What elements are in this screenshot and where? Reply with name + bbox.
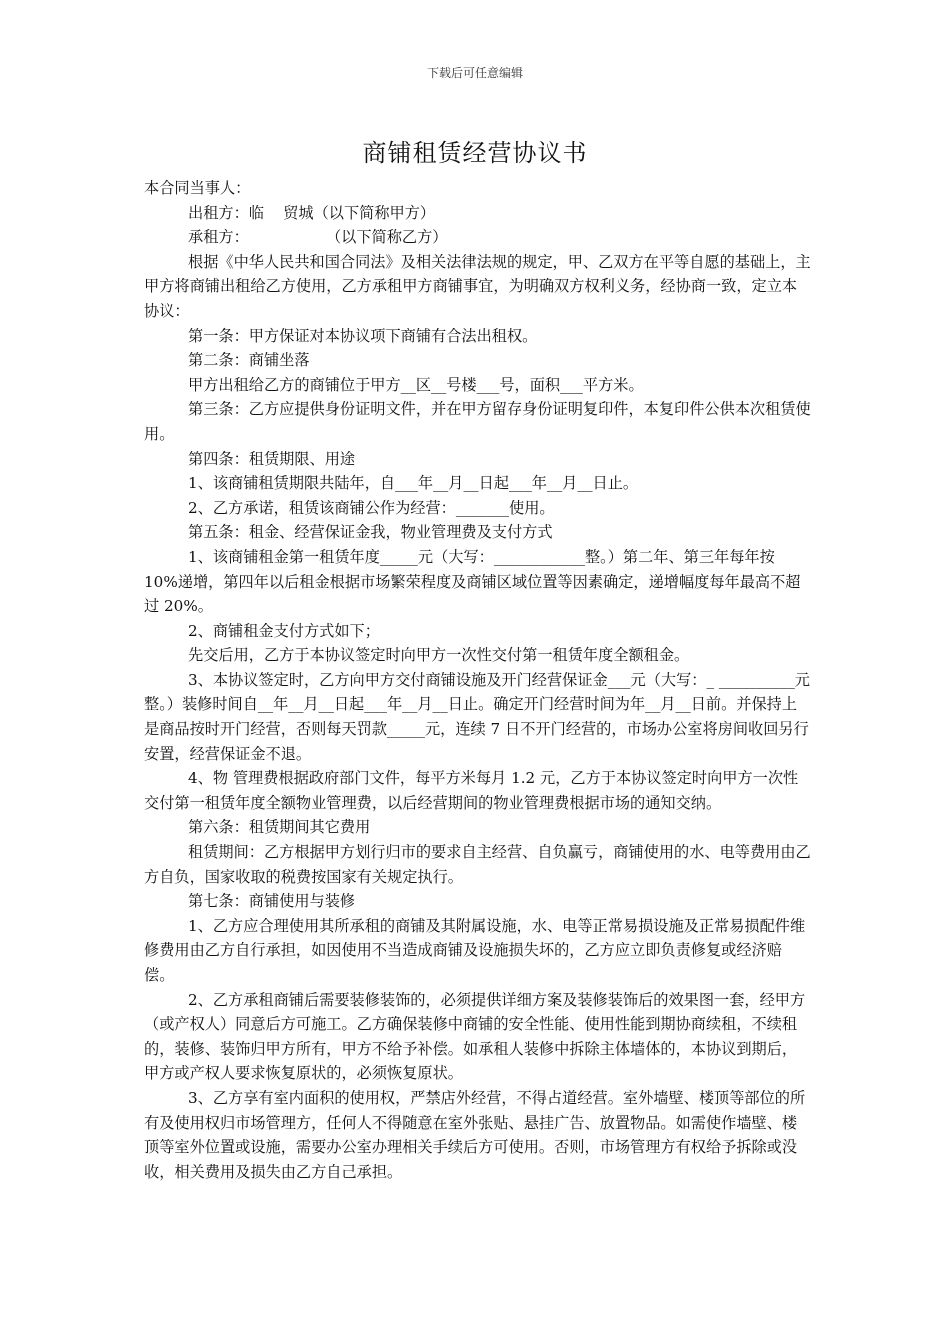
paragraph: 第三条：乙方应提供身份证明文件，并在甲方留存身份证明复印件，本复印件公供本次租赁使用。 bbox=[144, 400, 811, 443]
document-body bbox=[144, 176, 812, 1184]
paragraph: 根据《中华人民共和国合同法》及相关法律法规的规定，甲、乙双方在平等自愿的基础上，主甲方将商铺出租给乙方使用，乙方承租甲方商铺事宜，为明确双方权利义务，经协商一致，定立本协议： bbox=[144, 252, 811, 320]
paragraph: 本合同当事人： bbox=[144, 179, 251, 197]
paragraph: 先交后用，乙方于本协议签定时向甲方一次性交付第一租赁年度全额租金。 bbox=[188, 646, 690, 665]
paragraph: 2、乙方承诺，租赁该商铺公作为经营：_______使用。 bbox=[188, 498, 555, 517]
paragraph: 出租方：临 贸城（以下简称甲方） bbox=[188, 203, 436, 222]
paragraph: 3、本协议签定时，乙方向甲方交付商铺设施及开门经营保证金___元（大写：_ __________元整。）装修时间自__年__月__日起___年__月__日止。确定开门经营时间为年__月__日前。并保持上是商品按时开门经营，否则每天罚款_____元，连续 7 日不开门经营的，市场办公室将房间收回另行安置，经营保证金不退。 bbox=[144, 670, 810, 763]
paragraph: 第一条：甲方保证对本协议项下商铺有合法出租权。 bbox=[188, 326, 538, 345]
paragraph: 第四条：租赁期限、用途 bbox=[188, 449, 356, 468]
paragraph: 4、物 管理费根据政府部门文件，每平方米每月 1.2 元，乙方于本协议签定时向甲方一次性交付第一租赁年度全额物业管理费，以后经营期间的物业管理费根据市场的通知交纳。 bbox=[144, 769, 799, 812]
paragraph: 第五条：租金、经营保证金我，物业管理费及支付方式 bbox=[188, 523, 553, 542]
paragraph: 第二条：商铺坐落 bbox=[188, 351, 310, 370]
paragraph: 1、该商铺租赁期限共陆年，自___年__月__日起___年__月__日止。 bbox=[188, 474, 639, 493]
paragraph: 甲方出租给乙方的商铺位于甲方__区__号楼___号，面积___平方米。 bbox=[188, 375, 644, 394]
header-note: 下载后可任意编辑 bbox=[426, 66, 523, 80]
document-title: 商铺租赁经营协议书 bbox=[362, 139, 588, 167]
paragraph: 第七条：商铺使用与装修 bbox=[188, 892, 356, 911]
paragraph: 2、乙方承租商铺后需要装修装饰的，必须提供详细方案及装修装饰后的效果图一套，经甲方（或产权人）同意后方可施工。乙方确保装修中商铺的安全性能、使用性能到期协商续租，不续租的，装修、装饰归甲方所有，甲方不给予补偿。如承租人装修中拆除主体墙体的，本协议到期后，甲方或产权人要求恢复原状的，必须恢复原状。 bbox=[144, 990, 806, 1083]
paragraph: 3、乙方享有室内面积的使用权，严禁店外经营，不得占道经营。室外墙壁、楼顶等部位的所有及使用权归市场管理方，任何人不得随意在室外张贴、悬挂广告、放置物品。如需使作墙壁、楼顶等室外位置或设施，需要办公室办理相关手续后方可使用。否则，市场管理方有权给予拆除或没收，相关费用及损失由乙方自己承担。 bbox=[144, 1088, 806, 1181]
paragraph: 1、该商铺租金第一租赁年度_____元（大写：____________整。）第二年、第三年每年按 10%递增，第四年以后租金根据市场繁荣程度及商铺区域位置等因素确定，递增幅度每年最高不超过 20%。 bbox=[144, 547, 801, 616]
paragraph: 1、乙方应合理使用其所承租的商铺及其附属设施，水、电等正常易损设施及正常易损配件维修费用由乙方自行承担，如因使用不当造成商铺及设施损失坏的，乙方应立即负责修复或经济赔偿。 bbox=[144, 916, 806, 984]
paragraph: 2、商铺租金支付方式如下； bbox=[188, 621, 380, 640]
paragraph: 租赁期间：乙方根据甲方划行归市的要求自主经营、自负赢亏，商铺使用的水、电等费用由乙方自负，国家收取的税费按国家有关规定执行。 bbox=[144, 843, 811, 886]
paragraph: 第六条：租赁期间其它费用 bbox=[188, 818, 371, 837]
paragraph: 承租方： （以下简称乙方） bbox=[188, 228, 448, 247]
